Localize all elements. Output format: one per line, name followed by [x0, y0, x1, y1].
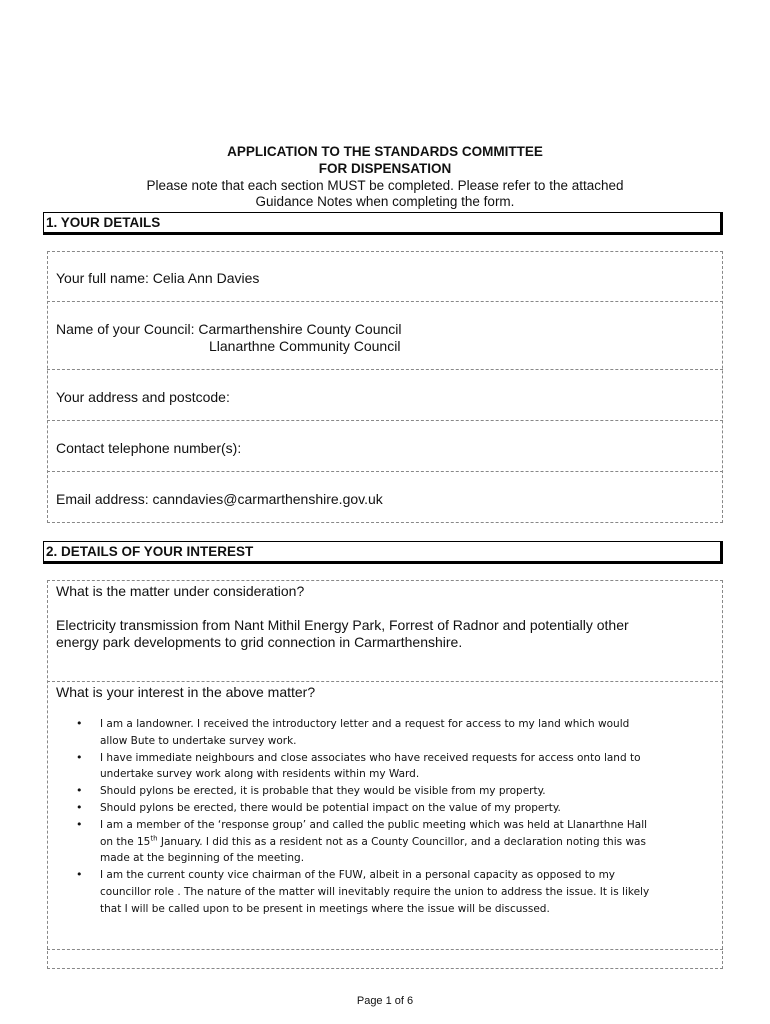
bullet-text: Should pylons be erected, it is probable that they would be visible from my property.	[100, 785, 546, 798]
email-field: Email address: canndavies@carmarthenshire.gov.uk	[56, 491, 383, 507]
list-item	[76, 750, 716, 784]
bullet-icon: •	[76, 868, 83, 882]
ordinal-suffix: th	[150, 834, 158, 843]
council-field: Name of your Council: Carmarthenshire County Council	[56, 321, 402, 337]
interest-question: What is your interest in the above matter?	[56, 684, 316, 700]
bullet-text: made at the beginning of the meeting.	[100, 852, 305, 865]
section-1-header	[43, 212, 723, 235]
form-title-line2: FOR DISPENSATION	[318, 161, 452, 176]
section-2-header	[43, 541, 723, 564]
row-divider	[47, 681, 723, 682]
instruction-note-line2: Guidance Notes when completing the form.	[255, 194, 515, 209]
bullet-text-part: January. I did this as a resident not as a County Councillor, and a declaration noting this was	[157, 835, 646, 848]
interest-list	[76, 716, 716, 918]
matter-question: What is the matter under consideration?	[56, 583, 305, 599]
list-item	[76, 716, 716, 750]
telephone-field: Contact telephone number(s):	[56, 440, 242, 456]
bullet-text: allow Bute to undertake survey work.	[100, 734, 297, 747]
address-field: Your address and postcode:	[56, 389, 230, 405]
bullet-text	[100, 834, 716, 851]
list-item	[76, 817, 716, 867]
row-divider	[47, 471, 723, 472]
bullet-text: I am a landowner. I received the introductory letter and a request for access to my land which would	[100, 718, 630, 730]
bullet-icon: •	[76, 784, 83, 798]
list-item	[76, 783, 716, 800]
council-field-line2: Llanarthne Community Council	[209, 338, 401, 354]
bullet-text: I have immediate neighbours and close associates who have received requests for access onto land to	[100, 751, 641, 764]
row-divider	[47, 420, 723, 421]
bullet-icon: •	[76, 800, 83, 814]
bullet-text-part: on the 15	[100, 835, 151, 848]
row-divider	[47, 949, 723, 950]
bullet-text: councillor role . The nature of the matter will inevitably require the union to address the issue. It is likely	[100, 885, 650, 898]
list-item	[76, 800, 716, 817]
full-name-field: Your full name: Celia Ann Davies	[56, 270, 260, 286]
row-divider	[47, 301, 723, 302]
bullet-icon: •	[76, 817, 83, 831]
bullet-text: that I will be called upon to be present in meetings where the issue will be discussed.	[100, 902, 550, 915]
section-2-heading: 2. DETAILS OF YOUR INTEREST	[46, 544, 254, 559]
bullet-icon: •	[76, 750, 83, 764]
section-1-heading: 1. YOUR DETAILS	[46, 215, 161, 230]
bullet-text: Should pylons be erected, there would be potential impact on the value of my property.	[100, 801, 561, 814]
list-item	[76, 867, 716, 917]
bullet-text: undertake survey work along with residents within my Ward.	[100, 768, 420, 781]
instruction-note-line1: Please note that each section MUST be completed. Please refer to the attached	[146, 178, 624, 193]
matter-answer-line2: energy park developments to grid connection in Carmarthenshire.	[56, 634, 463, 650]
bullet-text: I am a member of the ‘response group’ and called the public meeting which was held at Llanarthne Hall	[100, 818, 648, 831]
bullet-text: I am the current county vice chairman of the FUW, albeit in a personal capacity as opposed to my	[100, 869, 616, 882]
your-details-box	[47, 251, 723, 523]
form-title-line1: APPLICATION TO THE STANDARDS COMMITTEE	[227, 144, 543, 159]
row-divider	[47, 369, 723, 370]
matter-answer-line1: Electricity transmission from Nant Mithil Energy Park, Forrest of Radnor and potentially other	[56, 617, 629, 633]
bullet-icon: •	[76, 717, 83, 730]
page-number: Page 1 of 6	[356, 995, 414, 1007]
